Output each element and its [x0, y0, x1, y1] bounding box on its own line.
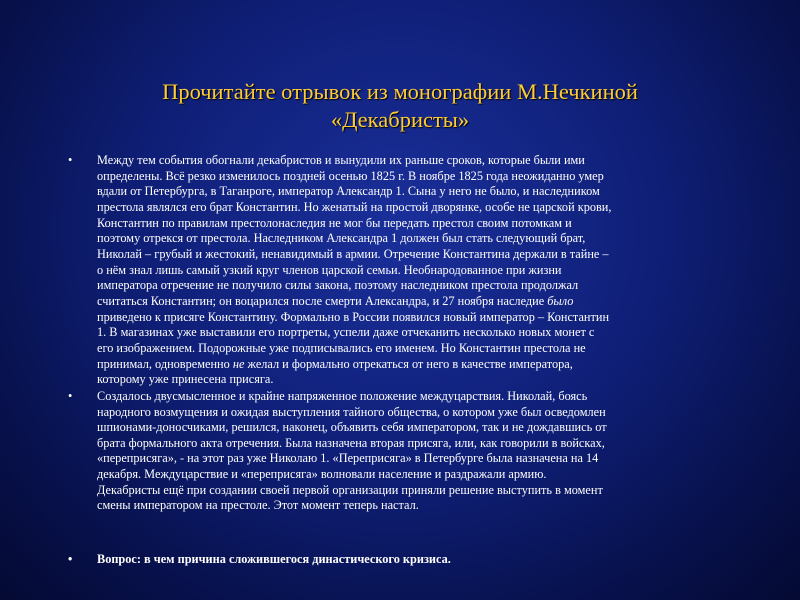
bullet-dot: •: [68, 552, 73, 567]
text-line: вдали от Петербурга, в Таганроге, император Александр 1. Сына у него не было, и наследником: [97, 184, 600, 199]
bullet-list: [68, 153, 758, 568]
text-line: «переприсяга», - на этот раз уже Николаю 1. «Переприсяга» в Петербурге была назначена на 14: [97, 451, 599, 466]
text-line: брата формального акта отречения. Была назначена вторая присяга, или, как говорили в войсках,: [97, 435, 605, 450]
text-line: Создалось двусмысленное и крайне напряженное положение междуцарствия. Николай, боясь: [97, 388, 588, 403]
text-segment: считаться Константин; он воцарился после смерти Александра, и 27 ноября наследие: [97, 293, 548, 308]
text-line: народного возмущения и ожидая выступления тайного общества, о котором уже был осведомлен: [97, 404, 606, 419]
text-segment: принимал, одновременно: [97, 356, 233, 371]
text-line: определены. Всё резко изменилось поздней осенью 1825 г. В ноябре 1825 года неожиданно умер: [97, 168, 604, 183]
italic-word: было: [547, 293, 574, 308]
question-text: Вопрос: в чем причина сложившегося династического кризиса.: [97, 552, 451, 567]
text-line: приведено к присяге Константину. Формально в России появился новый император – Константин: [97, 309, 610, 324]
text-line: императора отречение не получило силы закона, поэтому наследником престола продолжал: [97, 278, 579, 293]
text-line: Константин по правилам престолонаследия не мог бы передать престол своим потомкам и: [97, 215, 572, 230]
title-line-1: Прочитайте отрывок из монографии М.Нечкиной: [162, 79, 638, 104]
text-line: поэтому отрекся от престола. Наследником Александра 1 должен был стать следующий брат,: [97, 231, 586, 246]
text-line: Декабристы ещё при создании своей первой организации приняли решение выступить в момент: [97, 482, 603, 497]
text-line: которому уже принесена присяга.: [97, 372, 274, 387]
text-line: [97, 294, 758, 310]
text-line: смены императором на престоле. Этот момент теперь настал.: [97, 498, 419, 513]
bullet-item-excerpt-1: [68, 153, 758, 388]
title-line-2: «Декабристы»: [330, 107, 470, 132]
bullet-item-excerpt-2: [68, 389, 758, 514]
text-line: 1. В магазинах уже выставили его портреты, успели даже отчеканить несколько новых монет с: [97, 325, 595, 340]
text-line: престола являлся его брат Константин. Но женатый на простой дворянке, особе не царской крови,: [97, 199, 612, 214]
text-line: шпионами-доносчиками, решился, наконец, объявить себя императором, так и не дождавшись от: [97, 420, 607, 435]
text-segment: желал и формально отрекаться от него в качестве императора,: [244, 356, 573, 371]
text-line: его изображением. Подорожные уже подписывались его именем. Но Константин престола не: [97, 340, 586, 355]
text-line: декабря. Междуцарствие и «переприсяга» волновали население и раздражали армию.: [97, 467, 547, 482]
bullet-dot: •: [68, 388, 73, 403]
slide-title: [60, 78, 740, 134]
text-line: [97, 357, 758, 373]
bullet-dot: •: [68, 153, 73, 167]
text-line: Николай – грубый и жестокий, ненавидимый в армии. Отречение Константина держали в тайне –: [97, 246, 609, 261]
bullet-item-question: [68, 552, 758, 568]
text-line: Между тем события обогнали декабристов и вынудили их раньше сроков, которые были ими: [97, 153, 585, 167]
text-line: о нём знал лишь самый узкий круг членов царской семьи. Необнародованное при жизни: [97, 262, 562, 277]
italic-word: не: [232, 356, 245, 371]
